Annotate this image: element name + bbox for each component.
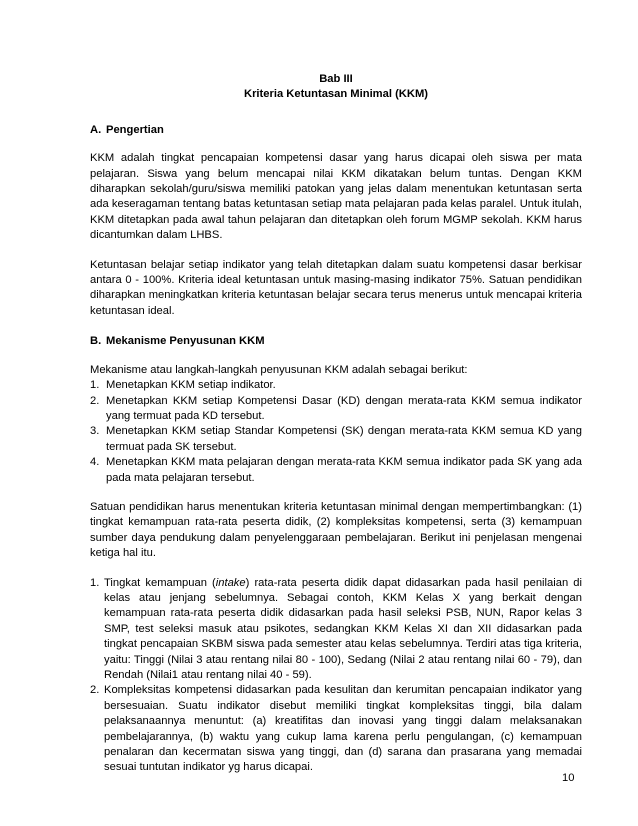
section-a-paragraph-1: KKM adalah tingkat pencapaian kompetensi dasar yang harus dicapai oleh siswa per mata pelajaran. Siswa yang belum mencapai nilai KKM dikatakan belum tuntas. Dengan KKM diharapkan sekolah/guru/siswa memiliki patokan yang jelas dalam menentukan ketuntasan serta ada keseragaman tentang batas ketuntasan setiap mata pelajaran pada kelas paralel. Untuk itulah, KKM ditetapkan pada awal tahun pelajaran dan ditetapkan oleh forum MGMP sekolah. KKM harus dicantumkan dalam LHBS.	[90, 152, 582, 242]
list-item	[90, 378, 582, 393]
list-item-text: Menetapkan KKM mata pelajaran dengan merata-rata KKM semua indikator pada SK yang ada pada mata pelajaran tersebut.	[106, 456, 582, 484]
list-item-number: 2.	[90, 394, 100, 407]
list-item-number: 3.	[90, 425, 100, 438]
list-item-number: 2.	[90, 684, 100, 697]
list-item-text: Menetapkan KKM setiap Standar Kompetensi (SK) dengan merata-rata KKM semua KD yang termuat pada SK tersebut.	[106, 425, 582, 453]
factors-list	[90, 576, 582, 776]
section-a-paragraph-2: Ketuntasan belajar setiap indikator yang telah ditetapkan dalam suatu kompetensi dasar berkisar antara 0 - 100%. Kriteria ideal ketuntasan untuk masing-masing indikator 75%. Satuan pendidikan diharapkan meningkatkan kriteria ketuntasan belajar secara terus menerus untuk mencapai kriteria ketuntasan ideal.	[90, 258, 582, 317]
section-b-paragraph: Satuan pendidikan harus menentukan kriteria ketuntasan minimal dengan mempertimbangkan: (1) tingkat kemampuan rata-rata peserta didik, (2) kompleksitas kompetensi, serta (3) kemampuan sumber daya pendukung dalam penyelenggaraan pembelajaran. Berikut ini penjelasan mengenai ketiga hal itu.	[90, 500, 582, 560]
list-item-text: Menetapkan KKM setiap indikator.	[106, 379, 276, 392]
list-item	[90, 576, 582, 684]
list-item-text: Menetapkan KKM setiap Kompetensi Dasar (KD) dengan merata-rata KKM semua indikator yang termuat pada KD tersebut.	[106, 394, 582, 422]
list-item	[90, 394, 582, 425]
steps-list	[90, 378, 582, 486]
list-item	[90, 455, 582, 486]
list-item-number: 1.	[90, 576, 100, 589]
list-item-number: 4.	[90, 456, 100, 469]
section-a-heading	[90, 123, 582, 138]
section-b-title: Mekanisme Penyusunan KKM	[106, 335, 265, 348]
document-page	[90, 72, 582, 776]
list-item-emphasis: intake	[215, 576, 246, 589]
section-b-intro: Mekanisme atau langkah-langkah penyusunan KKM adalah sebagai berikut:	[90, 363, 468, 376]
list-item-text-pre: Kompleksitas kompetensi didasarkan pada kesulitan dan kerumitan pencapaian indikator yang bersesuaian. Suatu indikator disebut memiliki tingkat kompleksitas tinggi, bila dalam pelaksanaannya menuntut: (a) kreatifitas dan inovasi yang tinggi dalam melaksanakan pembelajarannya, (b) waktu yang cukup lama karena perlu pengulangan, (c) kemampuan penalaran dan kecermatan siswa yang tinggi, dan (d) sarana dan prasarana yang memadai sesuai tuntutan indikator yg harus dicapai.	[104, 684, 582, 774]
chapter-label: Bab III	[319, 73, 353, 85]
page-number: 10	[562, 772, 575, 784]
section-a-title: Pengertian	[106, 123, 164, 136]
list-item-number: 1.	[90, 379, 100, 392]
list-item	[90, 683, 582, 775]
list-item-text-pre: Tingkat kemampuan (	[104, 576, 216, 589]
chapter-title: Kriteria Ketuntasan Minimal (KKM)	[244, 88, 428, 101]
list-item	[90, 424, 582, 455]
section-a-number: A.	[90, 123, 102, 136]
list-item-text-post: ) rata-rata peserta didik dapat didasarkan pada hasil penilaian di kelas atau jenjang sebelumnya. Sebagai contoh, KKM Kelas X yang berkait dengan kemampuan rata-rata peserta didik didasarkan pada hasil seleksi PSB, NUN, Rapor kelas 3 SMP, test seleksi masuk atau psikotes, sedangkan KKM Kelas XI dan XII didasarkan pada tingkat pencapaian SKBM siswa pada semester atau kelas sebelumnya. Terdiri atas tiga kriteria, yaitu: Tinggi (Nilai 3 atau rentang nilai 80 - 100), Sedang (Nilai 2 atau rentang nilai 60 - 79), dan Rendah (Nilai1 atau rentang nilai 40 - 59).	[104, 576, 582, 681]
section-b-number: B.	[90, 335, 102, 348]
section-b-heading	[90, 334, 582, 349]
